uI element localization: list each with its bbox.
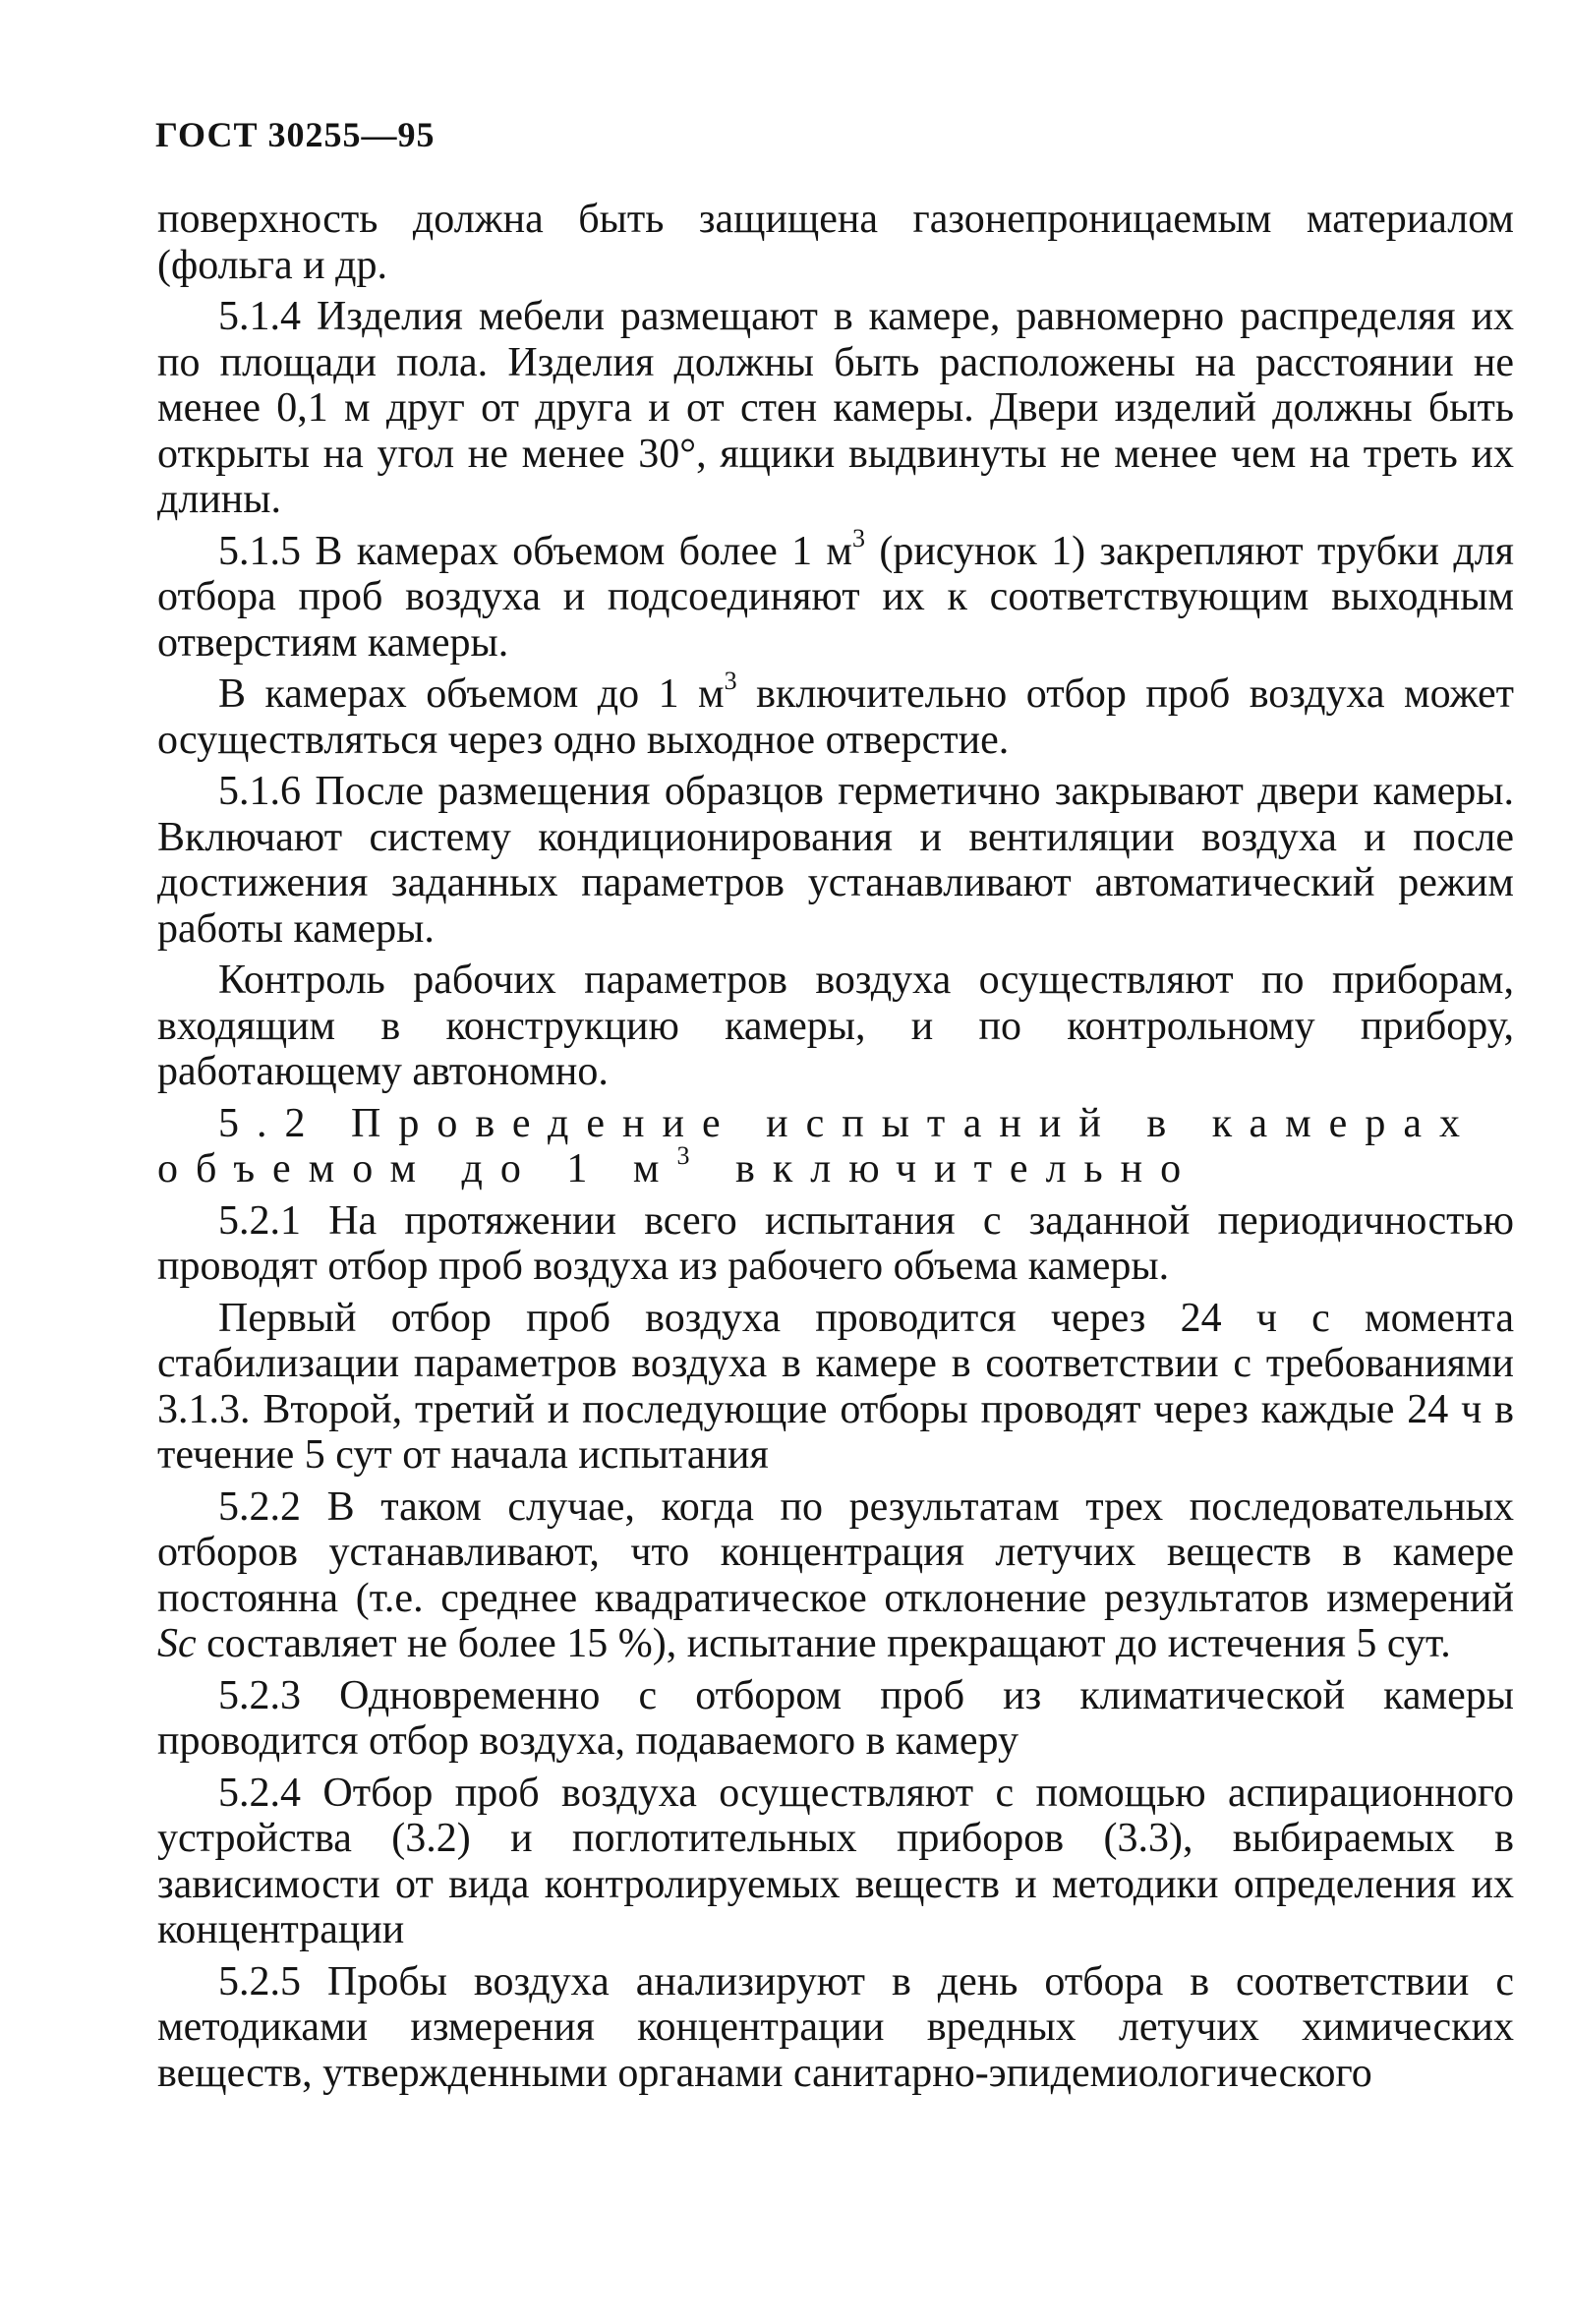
paragraph-5-1-4: 5.1.4 Изделия мебели размещают в камере, равномерно распределяя их по площади пола. Изделия должны быть расположены на расстоянии не менее 0,1 м друг от друга и от стен камеры. Двери изделий должны быть открыты на угол не менее 30°, ящики выдвинуты не менее чем на треть их длины. — [157, 294, 1514, 522]
section-heading-5-2 — [157, 1101, 1514, 1192]
paragraph-small-chambers — [157, 667, 1515, 763]
page-header: ГОСТ 30255—95 — [155, 115, 436, 154]
paragraph-small-chambers-text-b: включительно отбор проб воздуха может осуществляться через одно выходное отверстие. — [157, 671, 1515, 763]
paragraph-5-2-3: 5.2.3 Одновременно с отбором проб из климатической камеры проводится отбор воздуха, подаваемого в камеру — [157, 1672, 1514, 1764]
section-heading-text-a: 5.2 Проведение испытаний в камерах объемом до 1 м — [157, 1100, 1478, 1191]
paragraph-5-1-5-text-b: (рисунок 1) закрепляют трубки для отбора проб воздуха и подсоединяют их к соответствующим выходным отверстиям камеры. — [157, 528, 1514, 666]
paragraph-first-sampling: Первый отбор проб воздуха проводится через 24 ч с момента стабилизации параметров воздуха в камере в соответствии с требованиями 3.1.3. Второй, третий и последующие отборы проводят через каждые 24 ч в течение 5 сут от начала испытания — [157, 1295, 1514, 1478]
superscript-cube: 3 — [852, 523, 865, 552]
paragraph-5-2-2-text-b: составляет не более 15 %), испытание прекращают до истечения 5 сут. — [196, 1621, 1451, 1666]
paragraph-5-2-5: 5.2.5 Пробы воздуха анализируют в день отбора в соответствии с методиками измерения концентрации вредных летучих химических веществ, утвержденными органами санитарно-эпидемиологического — [157, 1958, 1514, 2096]
paragraph-control: Контроль рабочих параметров воздуха осуществляют по приборам, входящим в конструкцию камеры, и по контрольному прибору, работающему автономно. — [157, 958, 1514, 1094]
paragraph-5-1-6: 5.1.6 После размещения образцов герметично закрывают двери камеры. Включают систему кондиционирования и вентиляции воздуха и после достижения заданных параметров устанавливают автоматический режим работы камеры. — [157, 769, 1514, 952]
paragraph-small-chambers-text-a: В камерах объемом до 1 м — [218, 671, 725, 717]
paragraph-5-1-5 — [157, 523, 1514, 667]
body-text — [157, 197, 1514, 2096]
superscript-cube: 3 — [724, 667, 737, 695]
paragraph-5-2-2 — [157, 1484, 1514, 1667]
superscript-cube: 3 — [676, 1141, 708, 1170]
section-heading-text-b: включительно — [707, 1146, 1199, 1191]
paragraph-continuation: поверхность должна быть защищена газонепроницаемым материалом (фольга и др. — [157, 197, 1514, 288]
paragraph-5-2-2-text-a: 5.2.2 В таком случае, когда по результатам трех последовательных отборов устанавливают, что концентрация летучих веществ в камере постоянна (т.е. среднее квадратическое отклонение результатов измерений — [157, 1483, 1514, 1621]
paragraph-5-2-4: 5.2.4 Отбор проб воздуха осуществляют с помощью аспирационного устройства (3.2) и поглотительных приборов (3.3), выбираемых в зависимости от вида контролируемых веществ и методики определения их концентрации — [157, 1770, 1514, 1952]
symbol-sc: Sc — [157, 1621, 197, 1666]
paragraph-5-2-1: 5.2.1 На протяжении всего испытания с заданной периодичностью проводят отбор проб воздуха из рабочего объема камеры. — [157, 1197, 1514, 1289]
paragraph-5-1-5-text-a: 5.1.5 В камерах объемом более 1 м — [218, 528, 852, 574]
